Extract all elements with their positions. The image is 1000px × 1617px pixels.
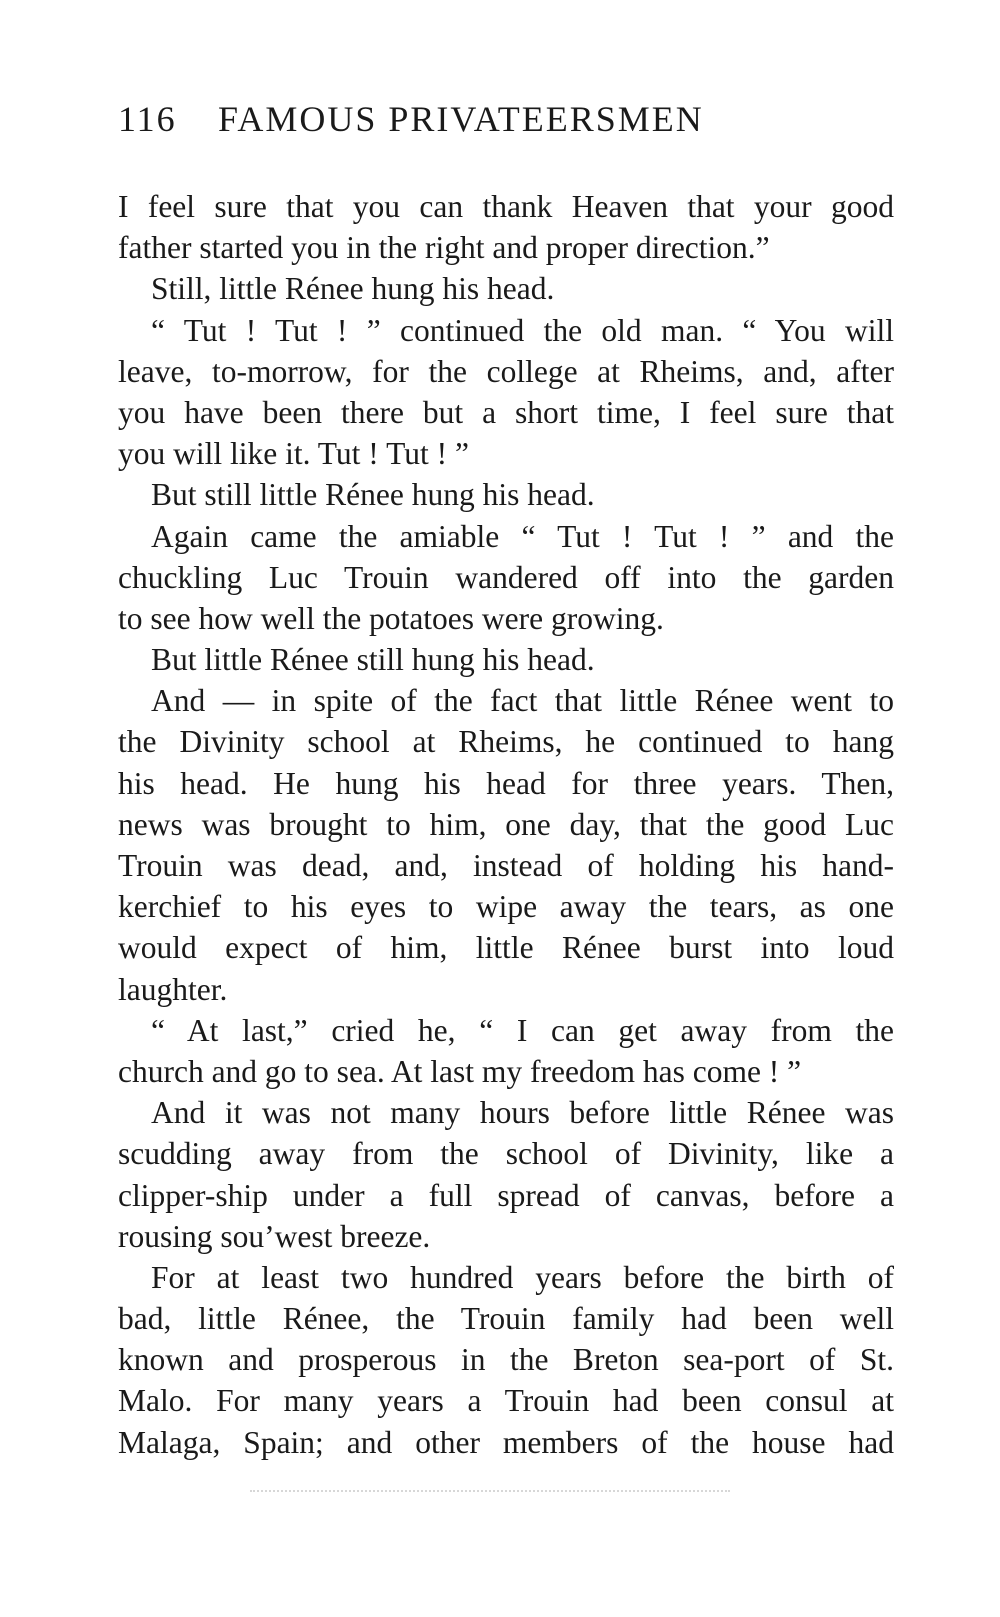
text-line: father started you in the right and proper direction.”: [118, 230, 770, 266]
text-line: the Divinity school at Rheims, he continued to hang: [118, 724, 894, 760]
page-number: 116: [118, 99, 177, 139]
text-line: leave, to-morrow, for the college at Rheims, and, after: [118, 353, 894, 389]
text-line: to see how well the potatoes were growing.: [118, 600, 664, 636]
text-line: Still, little Rénee hung his head.: [151, 271, 555, 307]
text-line: clipper-ship under a full spread of canvas, before a: [118, 1177, 894, 1213]
text-line: chuckling Luc Trouin wandered off into the garden: [118, 559, 894, 595]
text-line: For at least two hundred years before the birth of: [151, 1259, 894, 1295]
text-line: bad, little Rénee, the Trouin family had been well: [118, 1301, 894, 1337]
text-line: But little Rénee still hung his head.: [151, 642, 595, 678]
running-title: FAMOUS PRIVATEERSMEN: [218, 99, 704, 139]
text-line: known and prosperous in the Breton sea-port of St.: [118, 1342, 894, 1378]
text-line: And it was not many hours before little Rénee was: [151, 1095, 894, 1131]
text-line: rousing sou’west breeze.: [118, 1218, 431, 1254]
text-line: Trouin was dead, and, instead of holding his hand-: [118, 848, 894, 883]
text-line: And — in spite of the fact that little Rénee went to: [151, 683, 894, 719]
text-line: you have been there but a short time, I feel sure that: [118, 394, 894, 430]
text-line: his head. He hung his head for three years. Then,: [118, 765, 894, 801]
body-text: [118, 186, 894, 1463]
text-line: “ Tut ! Tut ! ” continued the old man. “ You will: [151, 312, 894, 348]
text-line: But still little Rénee hung his head.: [151, 477, 595, 513]
running-header: [118, 98, 898, 148]
text-line: news was brought to him, one day, that the good Luc: [118, 806, 894, 842]
page-bottom-artifact: [250, 1490, 730, 1496]
text-line: “ At last,” cried he, “ I can get away from the: [151, 1012, 894, 1048]
text-line: scudding away from the school of Divinity, like a: [118, 1136, 894, 1172]
text-line: you will like it. Tut ! Tut ! ”: [118, 436, 469, 472]
text-line: kerchief to his eyes to wipe away the tears, as one: [118, 889, 894, 925]
text-line: laughter.: [118, 971, 228, 1007]
text-line: Malaga, Spain; and other members of the house had: [118, 1424, 894, 1460]
text-line: church and go to sea. At last my freedom has come ! ”: [118, 1053, 802, 1089]
text-line: Malo. For many years a Trouin had been consul at: [118, 1383, 894, 1419]
text-line: I feel sure that you can thank Heaven that your good: [118, 189, 894, 224]
text-line: Again came the amiable “ Tut ! Tut ! ” and the: [151, 518, 894, 554]
text-line: would expect of him, little Rénee burst into loud: [118, 930, 894, 966]
